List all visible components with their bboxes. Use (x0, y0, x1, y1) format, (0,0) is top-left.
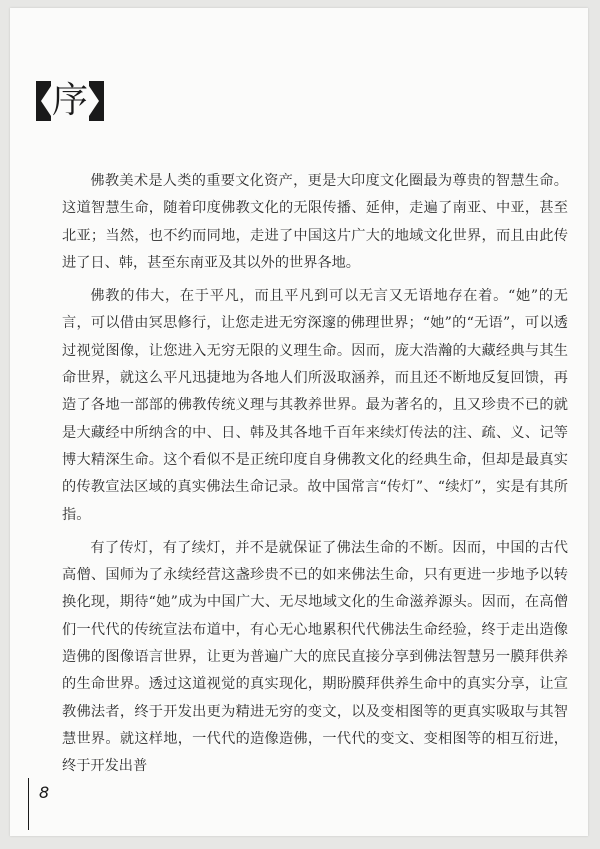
paragraph: 佛教美术是人类的重要文化资产，更是大印度文化圈最为尊贵的智慧生命。这道智慧生命，随着印度佛教文化的无限传播、延伸，走遍了南亚、中亚，甚至北亚；当然，也不约而同地，走进了中国这片广大的地域文化世界，而且由此传进了日、韩，甚至东南亚及其以外的世界各地。 (62, 173, 568, 271)
page-number: 8 (28, 778, 49, 830)
paragraph: 有了传灯，有了续灯，并不是就保证了佛法生命的不断。因而，中国的古代高僧、国师为了永续经营这盏珍贵不已的如来佛法生命，只有更进一步地予以转换化现，期待“她”成为中国广大、无尽地域文化的生命滋养源头。因而，在高僧们一代代的传统宣法布道中，有心无心地累积代代佛法生命经验，终于走出造像造佛的图像语言世界，让更为普遍广大的庶民直接分享到佛法智慧另一膜拜供养的生命世界。透过这道视觉的真实现化，期盼膜拜供养生命中的真实分享，让宣教佛法者，终于开发出更为精进无穷的变文，以及变相图等的更真实吸取与其智慧世界。就这样地，一代代的造像造佛，一代代的变文、变相图等的相互衍进，终于开发出普 (62, 539, 568, 775)
heading-title: 序 (52, 80, 89, 121)
left-bracket-icon (36, 81, 51, 121)
paragraph: 佛教的伟大，在于平凡，而且平凡到可以无言又无语地存在着。“她”的无言，可以借由冥思修行，让您走进无穷深邃的佛理世界；“她”的“无语”，可以透过视觉图像，让您进入无穷无限的义理生命。因而，庞大浩瀚的大藏经典与其生命世界，就这么平凡迅捷地为各地人们所汲取涵养，而且还不断地反复回馈，再造了各地一部部的佛教传统义理与其教养世界。最为著名的，且又珍贵不已的就是大藏经中所纳含的中、日、韩及其各地千百年来续灯传法的注、疏、义、记等博大精深生命。这个看似不是正统印度自身佛教文化的经典生命，但却是最真实的传教宣法区域的真实佛法生命记录。故中国常言“传灯”、“续灯”，实是有其所指。 (62, 288, 568, 523)
section-heading (36, 80, 104, 122)
right-bracket-icon (89, 81, 104, 121)
document-page (10, 8, 588, 836)
body-text (62, 168, 568, 781)
